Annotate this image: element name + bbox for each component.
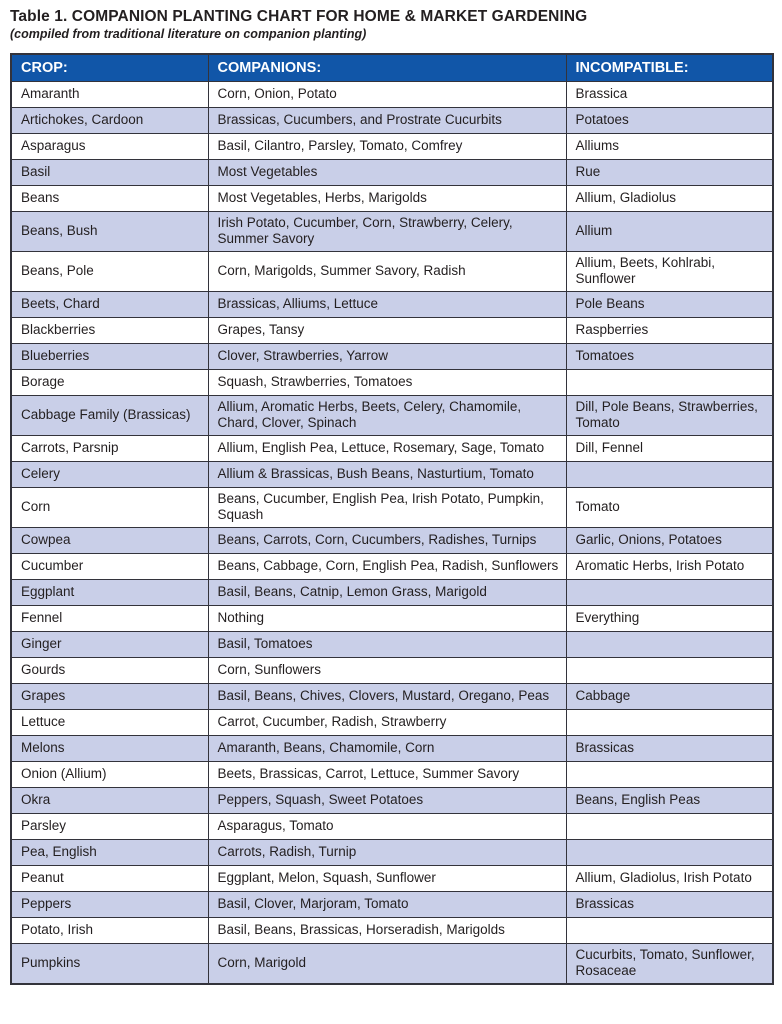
crop-cell: Melons [11,735,208,761]
table-row [11,631,773,657]
incompatible-cell: Brassica [566,82,773,108]
incompatible-cell: Aromatic Herbs, Irish Potato [566,553,773,579]
crop-cell: Beans [11,186,208,212]
crop-cell: Pumpkins [11,943,208,983]
table-header [11,54,773,82]
companions-cell: Beans, Carrots, Corn, Cucumbers, Radishes, Turnips [208,527,566,553]
table-body [11,82,773,984]
table-row [11,435,773,461]
incompatible-cell: Tomato [566,487,773,527]
incompatible-cell: Everything [566,605,773,631]
crop-cell: Beans, Pole [11,251,208,291]
table-row [11,82,773,108]
companions-cell: Amaranth, Beans, Chamomile, Corn [208,735,566,761]
crop-cell: Grapes [11,683,208,709]
companions-cell: Basil, Beans, Catnip, Lemon Grass, Marigold [208,579,566,605]
header-row [11,54,773,82]
incompatible-cell [566,631,773,657]
crop-cell: Blueberries [11,343,208,369]
table-row [11,317,773,343]
crop-cell: Celery [11,461,208,487]
table-row [11,735,773,761]
companions-cell: Beets, Brassicas, Carrot, Lettuce, Summer Savory [208,761,566,787]
companions-cell: Brassicas, Cucumbers, and Prostrate Cucurbits [208,108,566,134]
incompatible-cell [566,917,773,943]
incompatible-cell: Alliums [566,134,773,160]
crop-cell: Onion (Allium) [11,761,208,787]
incompatible-cell: Brassicas [566,735,773,761]
companions-cell: Clover, Strawberries, Yarrow [208,343,566,369]
companions-cell: Brassicas, Alliums, Lettuce [208,291,566,317]
crop-cell: Amaranth [11,82,208,108]
crop-cell: Okra [11,787,208,813]
crop-cell: Beets, Chard [11,291,208,317]
incompatible-cell [566,709,773,735]
companions-cell: Allium & Brassicas, Bush Beans, Nasturtium, Tomato [208,461,566,487]
companions-cell: Nothing [208,605,566,631]
incompatible-cell: Cabbage [566,683,773,709]
incompatible-cell: Brassicas [566,891,773,917]
crop-cell: Corn [11,487,208,527]
companions-cell: Basil, Beans, Chives, Clovers, Mustard, Oregano, Peas [208,683,566,709]
table-row [11,108,773,134]
companions-cell: Beans, Cabbage, Corn, English Pea, Radish, Sunflowers [208,553,566,579]
table-row [11,709,773,735]
column-header-companions: COMPANIONS: [208,54,566,82]
table-row [11,212,773,252]
crop-cell: Basil [11,160,208,186]
table-row [11,527,773,553]
companions-cell: Corn, Marigolds, Summer Savory, Radish [208,251,566,291]
incompatible-cell: Garlic, Onions, Potatoes [566,527,773,553]
table-row [11,160,773,186]
companions-cell: Basil, Beans, Brassicas, Horseradish, Marigolds [208,917,566,943]
table-row [11,813,773,839]
incompatible-cell: Cucurbits, Tomato, Sunflower, Rosaceae [566,943,773,983]
companions-cell: Allium, Aromatic Herbs, Beets, Celery, Chamomile, Chard, Clover, Spinach [208,395,566,435]
crop-cell: Carrots, Parsnip [11,435,208,461]
table-row [11,487,773,527]
table-row [11,891,773,917]
table-row [11,579,773,605]
crop-cell: Blackberries [11,317,208,343]
incompatible-cell: Pole Beans [566,291,773,317]
companions-cell: Squash, Strawberries, Tomatoes [208,369,566,395]
crop-cell: Borage [11,369,208,395]
companions-cell: Corn, Sunflowers [208,657,566,683]
crop-cell: Parsley [11,813,208,839]
table-row [11,553,773,579]
crop-cell: Peppers [11,891,208,917]
companions-cell: Beans, Cucumber, English Pea, Irish Potato, Pumpkin, Squash [208,487,566,527]
table-row [11,461,773,487]
table-row [11,787,773,813]
incompatible-cell [566,813,773,839]
companions-cell: Carrots, Radish, Turnip [208,839,566,865]
companions-cell: Eggplant, Melon, Squash, Sunflower [208,865,566,891]
incompatible-cell: Allium [566,212,773,252]
table-row [11,605,773,631]
incompatible-cell: Dill, Pole Beans, Strawberries, Tomato [566,395,773,435]
incompatible-cell: Rue [566,160,773,186]
table-row [11,943,773,983]
incompatible-cell: Potatoes [566,108,773,134]
crop-cell: Cabbage Family (Brassicas) [11,395,208,435]
crop-cell: Beans, Bush [11,212,208,252]
incompatible-cell [566,369,773,395]
companions-cell: Basil, Tomatoes [208,631,566,657]
crop-cell: Peanut [11,865,208,891]
table-title: Table 1. COMPANION PLANTING CHART FOR HOME & MARKET GARDENING [10,8,588,25]
table-row [11,683,773,709]
companions-cell: Basil, Clover, Marjoram, Tomato [208,891,566,917]
crop-cell: Pea, English [11,839,208,865]
column-header-crop: CROP: [11,54,208,82]
incompatible-cell: Tomatoes [566,343,773,369]
companions-cell: Corn, Marigold [208,943,566,983]
incompatible-cell: Allium, Beets, Kohlrabi, Sunflower [566,251,773,291]
incompatible-cell [566,579,773,605]
crop-cell: Gourds [11,657,208,683]
incompatible-cell [566,461,773,487]
table-row [11,865,773,891]
table-row [11,917,773,943]
table-row [11,343,773,369]
companions-cell: Carrot, Cucumber, Radish, Strawberry [208,709,566,735]
companions-cell: Most Vegetables [208,160,566,186]
column-header-incompatible: INCOMPATIBLE: [566,54,773,82]
companions-cell: Most Vegetables, Herbs, Marigolds [208,186,566,212]
table-row [11,251,773,291]
crop-cell: Fennel [11,605,208,631]
crop-cell: Ginger [11,631,208,657]
table-row [11,657,773,683]
companions-cell: Basil, Cilantro, Parsley, Tomato, Comfrey [208,134,566,160]
companions-cell: Corn, Onion, Potato [208,82,566,108]
table-row [11,839,773,865]
incompatible-cell: Raspberries [566,317,773,343]
crop-cell: Cowpea [11,527,208,553]
crop-cell: Artichokes, Cardoon [11,108,208,134]
crop-cell: Asparagus [11,134,208,160]
incompatible-cell: Allium, Gladiolus [566,186,773,212]
crop-cell: Lettuce [11,709,208,735]
companion-planting-table [10,53,774,985]
companions-cell: Grapes, Tansy [208,317,566,343]
incompatible-cell: Dill, Fennel [566,435,773,461]
incompatible-cell: Allium, Gladiolus, Irish Potato [566,865,773,891]
companions-cell: Allium, English Pea, Lettuce, Rosemary, Sage, Tomato [208,435,566,461]
companions-cell: Irish Potato, Cucumber, Corn, Strawberry, Celery, Summer Savory [208,212,566,252]
incompatible-cell [566,761,773,787]
table-row [11,369,773,395]
crop-cell: Eggplant [11,579,208,605]
table-row [11,761,773,787]
incompatible-cell [566,657,773,683]
crop-cell: Potato, Irish [11,917,208,943]
table-row [11,291,773,317]
crop-cell: Cucumber [11,553,208,579]
incompatible-cell [566,839,773,865]
table-row [11,395,773,435]
table-row [11,134,773,160]
companions-cell: Peppers, Squash, Sweet Potatoes [208,787,566,813]
table-subtitle: (compiled from traditional literature on companion planting) [10,27,367,41]
incompatible-cell: Beans, English Peas [566,787,773,813]
companions-cell: Asparagus, Tomato [208,813,566,839]
table-row [11,186,773,212]
